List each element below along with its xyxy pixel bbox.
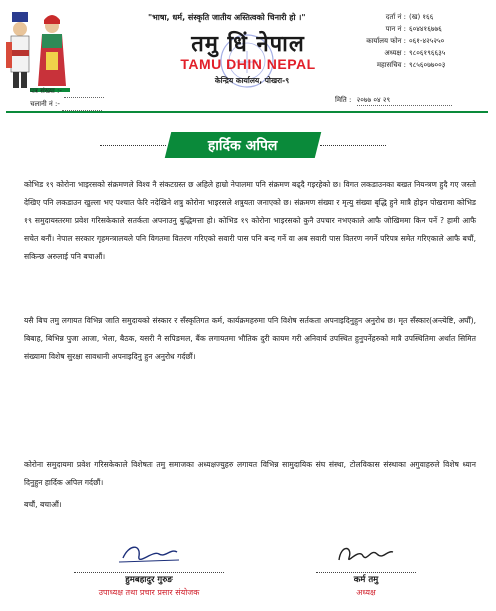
reference-fields: [30, 85, 104, 111]
reference-number-field: पत्र संख्या :-: [30, 85, 104, 98]
signatory-name: हुमबहादुर गुरुङ: [74, 572, 224, 585]
closing-line: बचौं, बचाऔं।: [24, 500, 62, 509]
date-value: २०७७ ०४ २९: [357, 96, 452, 106]
signatory-name: कर्म तमु: [316, 572, 416, 585]
signatory-title: अध्यक्ष: [356, 588, 376, 597]
contact-row: अध्यक्ष : ९८०६१९६६३५: [384, 49, 446, 57]
contact-row: दर्ता नं : (ख) १६६: [385, 13, 434, 21]
header-divider: [6, 111, 488, 113]
body-paragraph: कोभिड १९ कोरोना भाइरसको संक्रमणले विश्व नै संकटग्रस्त छ अहिले हाम्रो नेपालमा पनि संक्रमण बढ्दै गइरहेको छ। विगत लकडाउनका बखत नियन्त्रण हुदै गए जस्तो देखिए पनि लकडाउन खुल्ला भए पश्चात फेरि नदेखिने शत्रु कोरोना भाइरसले शत्रुयता जनाएको छ। संक्रमण संख्या र मृत्यु संख्या बृद्धि हुने मात्रै होइन पोखरामा कोभिड १९ समुदायस्तरमा प्रवेश गरिसकेकाले सतर्कता अपनाउनु बुद्धिमत्ता हो। कोभिड १९ कोरोना भाइरसको कुनै उपचार नभएकाले आफै जोखिममा किन पर्ने ? हामी आफै सचेत बनौं। नेपाल सरकार गृहमन्त्रालयले पनि विगतमा वितरण गरिएको सवारी पास पनि बन्द गर्ने वा अब सवारी पास वितरण नगर्ने परिपत्र समेत गरिएकाले आफै बचौं, सकिन्छ अरुलाई पनि बचाऔं।: [24, 180, 476, 261]
contact-details: [338, 11, 488, 71]
appeal-banner: [165, 132, 321, 158]
office-location: केन्द्रिय कार्यालय, पोखरा-९: [214, 76, 290, 85]
signature-block-vice-chair: [74, 540, 224, 598]
organization-name: तमु धिं नेपाल: [191, 32, 305, 57]
date-field: [335, 96, 452, 106]
handwritten-signature: [109, 540, 189, 568]
dispatch-number-field: चलानी नं :-: [30, 98, 104, 111]
banner-dotted-line-left: [100, 145, 166, 146]
banner-dotted-line-right: [320, 145, 386, 146]
contact-row: महासचिव : ९८५६०७७००३: [376, 61, 446, 69]
organization-emblem-icon: [2, 2, 77, 94]
contact-row: पान नं : ६०४४१६७७६: [385, 25, 442, 33]
banner-title: हार्दिक अपिल: [208, 137, 278, 154]
date-label: मिति :: [335, 96, 352, 104]
contact-row: कार्यालय फोन : ०६१-४२५२५०: [366, 37, 445, 45]
signatory-title: उपाध्यक्ष तथा प्रचार प्रसार संयोजक: [98, 588, 200, 597]
signature-block-chair: [316, 540, 416, 598]
organization-motto: "भाषा, धर्म, संस्कृति जातीय अस्तित्वको चिनारी हो ।": [148, 13, 306, 22]
body-paragraph: यसै बिच तमु लगायत विभिन्न जाति समुदायको संस्कार र सँस्कृतिगत कर्म, कार्यक्रमहरुमा पनि विशेष सर्तकता अपनाइदिनुहुन अनुरोध छ। मृत सँस्कार(अन्त्येष्टि, अर्घौं), बिबाह, बिभिन्न पुजा आजा, भेला, बैठक, यसरी नै सपिङमल, बैंक लगायतमा भौतिक दुरी कायम गरी अनिवार्य उपस्थित हुनुपर्नेहरुको मात्रै उपस्थितिमा अर्थात सिमित संख्यामा विशेष सुरक्षा सावधानी अपनाइदिनु हुन अनुरोध गर्दछौं।: [24, 316, 476, 361]
body-paragraph: कोरोना समुदायमा प्रवेश गरिसकेकाले विशेषतः तमु समाजका अध्यक्षज्युहरु लगायत विभिन्न सामुदायिक संघ संस्था, टोलविकास संस्थाका अगुवाहरुले विशेष ध्यान दिनुहुन हार्दिक अपिल गर्दछौं।: [24, 460, 476, 487]
handwritten-signature: [331, 540, 401, 568]
organization-name-english: TAMU DHIN NEPAL: [180, 56, 316, 72]
